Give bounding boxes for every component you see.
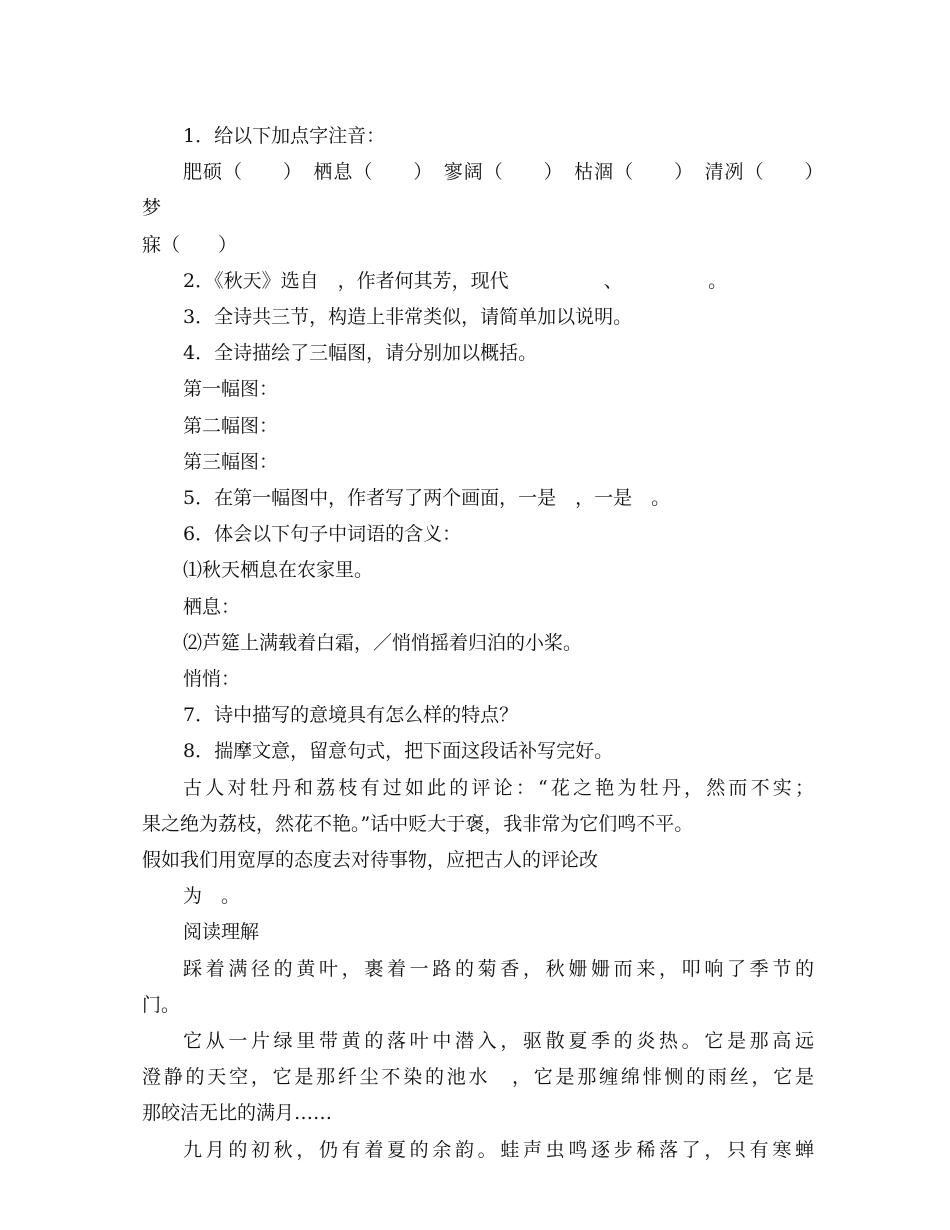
passage-line-1: 古人对牡丹和荔枝有过如此的评论：“花之艳为牡丹，然而不实； [183, 776, 814, 799]
sentence-1: ⑴秋天栖息在农家里。 [183, 559, 374, 582]
document-body [142, 118, 834, 1168]
reading-line-5: 那皎洁无比的满月…… [142, 1102, 333, 1125]
passage-line-2: 果之绝为荔枝，然花不艳。”话中贬大于褒，我非常为它们鸣不平。 [142, 812, 694, 835]
question-8: 8．揣摩文意，留意句式，把下面这段话补写完好。 [183, 740, 614, 763]
picture-2-label: 第二幅图： [183, 414, 279, 437]
sentence-2: ⑵芦筵上满载着白霜，／悄悄摇着归泊的小桨。 [183, 631, 583, 654]
picture-3-label: 第三幅图： [183, 450, 279, 473]
question-1: 1．给以下加点字注音： [183, 125, 386, 147]
pinyin-items-line: 肥硕（ ） 栖息（ ） 寥阔（ ） 枯涸（ ） 清冽（ ） 梦 [142, 161, 834, 220]
word-2-label: 悄悄： [183, 668, 241, 691]
question-3: 3．全诗共三节，构造上非常类似，请简单加以说明。 [183, 306, 633, 329]
question-6: 6．体会以下句子中词语的含义： [183, 523, 462, 546]
reading-line-2: 门。 [142, 993, 181, 1016]
question-7: 7．诗中描写的意境具有怎么样的特点？ [183, 704, 519, 727]
reading-line-4: 澄静的天空，它是那纤尘不染的池水 ，它是那缠绵悱恻的雨丝，它是 [142, 1066, 814, 1089]
question-4: 4．全诗描绘了三幅图，请分别加以概括。 [183, 342, 538, 365]
passage-line-3: 假如我们用宽厚的态度去对待事物，应把古人的评论改 [142, 849, 599, 872]
reading-line-6: 九月的初秋，仍有着夏的余韵。蛙声虫鸣逐步稀落了，只有寒蝉 [183, 1138, 814, 1161]
word-1-label: 栖息： [183, 595, 241, 618]
reading-line-3: 它从一片绿里带黄的落叶中潜入，驱散夏季的炎热。它是那高远 [183, 1030, 814, 1053]
picture-1-label: 第一幅图： [183, 378, 279, 401]
reading-section-heading: 阅读理解 [183, 921, 260, 944]
pinyin-items-continuation: 寐（ ） [142, 233, 238, 256]
question-2: 2．《秋天》选自 ，作者何其芳，现代 、 。 [183, 269, 728, 292]
reading-line-1: 踩着满径的黄叶，裹着一路的菊香，秋姗姗而来，叩响了季节的 [183, 957, 814, 980]
passage-line-4: 为 。 [183, 885, 241, 908]
question-5: 5．在第一幅图中，作者写了两个画面，一是 ，一是 。 [183, 487, 671, 510]
